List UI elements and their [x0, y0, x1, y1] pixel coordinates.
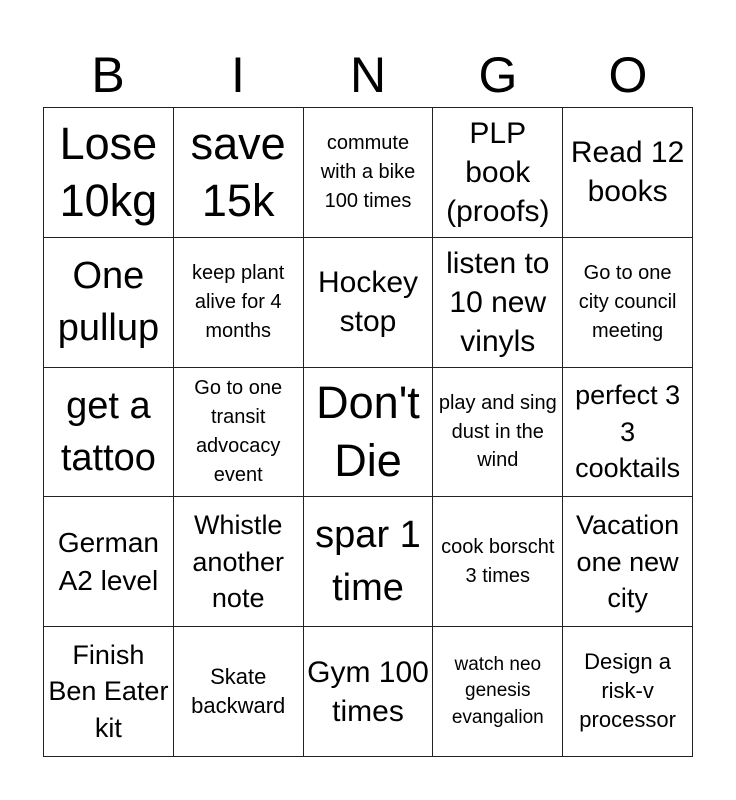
cell-label: Read 12 books — [570, 136, 685, 209]
bingo-cell-r2c4[interactable] — [433, 238, 563, 368]
bingo-cell-r1c2[interactable] — [174, 108, 304, 238]
bingo-cell-r4c3[interactable] — [304, 497, 434, 627]
bingo-cell-r2c2[interactable] — [174, 238, 304, 368]
cell-label: play and sing dust in the wind — [438, 391, 557, 472]
bingo-cell-r4c1[interactable] — [44, 497, 174, 627]
bingo-cell-r5c2[interactable] — [174, 627, 304, 757]
bingo-cell-r5c1[interactable] — [44, 627, 174, 757]
header-letter-g: G — [478, 47, 518, 103]
cell-label: Whistle another note — [192, 510, 284, 613]
bingo-cell-r2c3[interactable] — [304, 238, 434, 368]
cell-label: German A2 level — [57, 526, 159, 596]
cell-label: watch neo genesis evangalion — [451, 653, 544, 728]
cell-label: One pullup — [57, 254, 160, 350]
cell-label: commute with a bike 100 times — [320, 132, 416, 212]
cell-label: Go to one city council meeting — [578, 262, 677, 342]
bingo-cell-r3c4[interactable] — [433, 368, 563, 498]
bingo-header — [43, 44, 693, 106]
cell-label: Don't Die — [316, 377, 420, 486]
bingo-cell-r5c3[interactable] — [304, 627, 434, 757]
cell-label: Finish Ben Eater kit — [48, 639, 169, 743]
cell-label: Gym 100 times — [307, 655, 429, 728]
cell-label: Design a risk-v processor — [579, 649, 676, 732]
bingo-cell-r3c5[interactable] — [563, 368, 693, 498]
bingo-cell-r4c4[interactable] — [433, 497, 563, 627]
bingo-cell-r4c2[interactable] — [174, 497, 304, 627]
header-letter-n: N — [349, 47, 387, 103]
bingo-cell-r1c3[interactable] — [304, 108, 434, 238]
bingo-cell-r3c2[interactable] — [174, 368, 304, 498]
bingo-cell-r5c4[interactable] — [433, 627, 563, 757]
cell-label: PLP book (proofs) — [446, 116, 550, 228]
cell-label: keep plant alive for 4 months — [192, 262, 285, 342]
bingo-cell-r2c1[interactable] — [44, 238, 174, 368]
cell-label: spar 1 time — [315, 514, 421, 609]
cell-label: get a tattoo — [60, 384, 156, 479]
cell-label: perfect 3 3 cooktails — [575, 380, 681, 484]
cell-label: listen to 10 new vinyls — [446, 246, 550, 358]
cell-label: Vacation one new city — [576, 510, 680, 613]
bingo-cell-r5c5[interactable] — [563, 627, 693, 757]
bingo-cell-r1c4[interactable] — [433, 108, 563, 238]
bingo-cell-r3c3[interactable] — [304, 368, 434, 498]
bingo-grid — [43, 107, 693, 757]
cell-label: cook borscht 3 times — [441, 535, 555, 587]
header-letter-i: I — [231, 47, 245, 103]
bingo-cell-r1c1[interactable] — [44, 108, 174, 238]
header-letter-b: B — [91, 47, 125, 103]
cell-label: Lose 10kg — [59, 117, 158, 227]
header-letter-o: O — [608, 47, 648, 103]
bingo-cell-r3c1[interactable] — [44, 368, 174, 498]
cell-label: Go to one transit advocacy event — [194, 377, 283, 486]
bingo-cell-r4c5[interactable] — [563, 497, 693, 627]
bingo-cell-r1c5[interactable] — [563, 108, 693, 238]
cell-label: Hockey stop — [317, 266, 419, 339]
cell-label: save 15k — [190, 117, 286, 227]
bingo-cell-r2c5[interactable] — [563, 238, 693, 368]
cell-label: Skate backward — [191, 663, 286, 718]
